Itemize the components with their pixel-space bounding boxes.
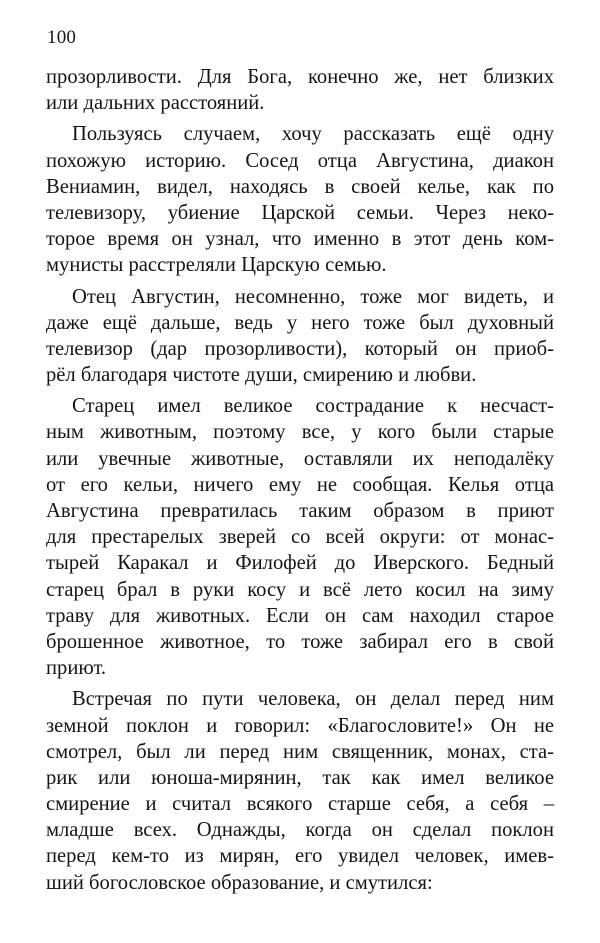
text-line: земной поклон и говорил: «Благословите!» Он не [46, 714, 554, 737]
paragraph [46, 284, 554, 389]
text-line: ший богословское образование, и смутился: [46, 871, 433, 894]
paragraph [46, 686, 554, 896]
text-line: ным животным, поэтому все, у кого были старые [46, 421, 554, 444]
paragraph [46, 64, 554, 116]
text-line: младше всех. Однажды, когда он сделал поклон [46, 819, 554, 842]
text-line: телевизор (дар прозорливости), который он приоб- [46, 337, 554, 360]
body-text [46, 64, 554, 896]
text-line: рик или юноша-мирянин, так как имел великое [46, 766, 554, 789]
text-line: или увечные животные, оставляли их неподалёку [46, 447, 554, 470]
text-line: от его кельи, ничего ему не сообщая. Келья отца [46, 473, 554, 496]
text-line: телевизору, убиение Царской семьи. Через неко- [46, 201, 554, 224]
text-line: для престарелых зверей со всей округи: от монас- [46, 526, 554, 549]
text-line: мунисты расстреляли Царскую семью. [46, 254, 387, 277]
text-line: тырей Каракал и Филофей до Иверского. Бедный [46, 552, 554, 575]
text-line: приют. [46, 657, 107, 680]
text-line: Пользуясь случаем, хочу рассказать ещё одну [72, 123, 554, 146]
text-line: Вениамин, видел, находясь в своей келье, как по [46, 175, 554, 198]
text-line: траву для животных. Если он сам находил старое [46, 604, 554, 627]
text-line: Старец имел великое сострадание к несчаст- [72, 395, 554, 418]
text-line: Встречая по пути человека, он делал перед ним [72, 688, 554, 711]
text-line: смотрел, был ли перед ним священник, монах, ста- [46, 740, 554, 763]
paragraph [46, 393, 554, 681]
text-line: даже ещё дальше, ведь у него тоже был духовный [46, 311, 554, 334]
text-line: торое время он узнал, что именно в этот день ком- [46, 228, 554, 251]
text-line: смирение и считал всякого старше себя, а себя – [46, 793, 554, 816]
page-number: 100 [47, 27, 77, 48]
text-line: или дальних расстояний. [46, 92, 265, 115]
text-line: рёл благодаря чистоте души, смирению и любви. [46, 364, 477, 387]
text-line: перед кем-то из мирян, его увидел человек, имев- [46, 845, 554, 868]
text-line: Августина превратилась таким образом в приют [46, 500, 554, 522]
paragraph [46, 121, 554, 278]
text-line: брошенное животное, то тоже забирал его в свой [46, 630, 554, 653]
text-line: старец брал в руки косу и всё лето косил на зиму [46, 578, 554, 601]
text-line: прозорливости. Для Бога, конечно же, нет близких [46, 66, 554, 88]
text-line: Отец Августин, несомненно, тоже мог видеть, и [72, 285, 554, 308]
text-line: похожую историю. Сосед отца Августина, диакон [46, 149, 554, 172]
